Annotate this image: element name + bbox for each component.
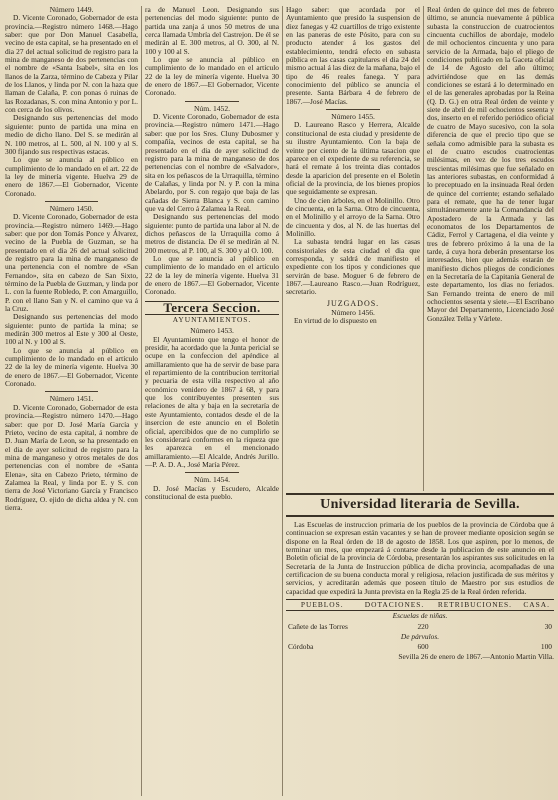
university-title: Universidad literaria de Sevilla.: [286, 493, 554, 517]
notice-number: Número 1450.: [49, 203, 94, 213]
university-notice: [286, 521, 554, 791]
notice-text: Lo que se anuncia al público en cumplimiento de lo mandado en el art. 22 de la ley de minería vigente. Huelva 29 de enero de 1867.—El Gobernador, Vicente Coronado.: [5, 155, 138, 198]
notice-number: Número 1456.: [331, 308, 375, 318]
table-cell: 30: [544, 621, 552, 631]
section-heading: Tercera Seccion.: [145, 301, 279, 315]
notice-text: En virtud de lo dispuesto en: [294, 316, 377, 326]
notice-text: ra de Manuel Leon. Designando sus pertenencias del modo siguiente: punto de partida una zanja á unos 50 metros de una cerca llamada Umbría del Castrejon. De él se medirán al E. 300 metros, al O. 300, al N. 100 y 100 al S.: [145, 6, 279, 56]
notice-text: D. José Macías y Escudero, Alcalde constitucional de esta pueblo.: [145, 483, 279, 501]
notice-text: D. Laureano Rasco y Herrera, Alcalde constitucional de esta ciudad y presidente de su ilustre Ayuntamiento. Con la baja de veinte por ciento de la última tasacion que aparece en el expediente de su referencia, se hará el remate á los treinta dias contados desde la aparicion del presente en el Boletín oficial de la provincia, de los bienes propios que seguidamente se expresan.: [286, 120, 420, 197]
table-cell: Cañete de las Torres: [288, 621, 348, 631]
table-header: RETRIBUCIONES.: [431, 600, 520, 611]
table-row: [286, 622, 554, 632]
notice-text: Designando sus pertenencias del modo siguiente: punto de partida una mina en medio de dicho llano. Del S. se medirán al N. 100 metros, al L. 500, al N. 100 y al S. 300 fijando sus respectivas estacas.: [5, 113, 138, 156]
notice-text: D. Vicente Coronado, Gobernador de esta provincia.—Registro número 1470.—Hago saber: que por D. José María García y Prieto, vecino de esta capital, á nombre de D. Juan María de Leon, se ha presentado en el dia de ayer solicitud de registro para la mina de manganeso y otros metales de dos pertenencias con el nombre de «Santa Elena», sita en Cabezo Prieto, término de Zalamea la Real, y linda por E. y S. con tierra de José Victoriano García y Francisco Rodríguez, O. ejido de dicha aldea y N. con tierra.: [5, 402, 138, 512]
signature-line: Sevilla 26 de enero de 1867.—Antonio Martin Villa.: [398, 651, 554, 661]
table-cell: 100: [540, 642, 552, 652]
table-row: [286, 632, 554, 642]
university-banner: [286, 493, 554, 517]
notice-number: Núm. 1454.: [193, 475, 231, 485]
notice-number: Núm. 1452.: [193, 103, 231, 113]
notice-text: Uno de cien árboles, en el Molinillo. Otro de cincuenta, en la Sarna. Otro de cincuenta, en el Molinillo y el arroyo de la Sarna. Otro de cincuenta y dos, al N. de las huertas del Molinillo.: [286, 195, 420, 238]
notice-text: D. Vicente Coronado, Gobernador de esta provincia.—Registro número 1471.—Hago saber: que por los Sres. Cluny Dubosmer y compañía, vecinos de esta capital, se ha presentado en el dia de ayer solicitud de registro para la mina de manganeso de dos pertenencias con el nombre de «Salvador», sita en los peñascos de la Urraquilla, término de Calañas, y linda por N. y P. con la mina Abelardo, por S. con regajo que baja de las cañadas de Sierra Blanca y S. con camino que va del Cerro á Zalamea la Real.: [145, 112, 279, 213]
notice-number: Número 1453.: [190, 326, 234, 336]
notice-text: D. Vicente Coronado, Gobernador de esta provincia.—Registro número 1469.—Hago saber: que por don Tomás Ponce y Álvarez, vecino de la Puebla de Guzman, se ha presentado en el dia 26 del actual solicitud de registro para la mina de manganeso de una pertenencia con el nombre de «San Fernando», sita en cabezo de San Sixto, término de la Puebla de Guzman, y linda por L. con la fuente Robledo, P. con Amarguillo, P. con el llano San y N. el camino que va á la Cruz.: [5, 212, 138, 314]
notice-text: Real órden de quince del mes de febrero último, se anuncia nuevamente á pública subasta la construccion de cuatrocientos cincuenta cuchillos de abordaje, modelo de mil ochocientos cincuenta y uno para servicio de la Armada, bajo el pliego de condiciones publicado en la Gaceta oficial de 14 de Agosto del año último; advirtiéndose que en las demás condiciones se estará á lo determinado en el de las generales aprobadas por la Reina (Q. D. G.) en otra Real órden de veinte y siete de abril de mil ochocientos sesenta y dos, inserto en el referido periódico oficial de cuatro de Mayo sucesivo, con la sola diferencia de que el precio tipo que se señala como admisible para la subasta es el de cuatro escudos cuatrocientas milésimas, en vez de los tres escudos trescientas milésimas que fue señalado en las anteriores subastas, en conformidad á lo preceptuado en la insinuada Real órden de quince del corriente; estando señalado para el remate, que ha de tener lugar simultáneamente ante la Comandancia del Apostadero de la Armada y las economatos de los Departamentos de Cádiz, Ferrol y Cartagena, el dia veinte y tres de febrero próximo á la una de la tarde, á cuya hora deberán presentarse los interesados, bien que además estarán de manifiesto dichos pliegos de condiciones en la Secretaría de la Capitanía General de este departamento, los dias no feriados. San Fernando treinta de enero de mil ochocientos sesenta y siete.—El Escribano Mayor del Departamento, Licenciado José González Tella y Várlete.: [427, 6, 554, 323]
table-header-row: [286, 600, 554, 611]
notice-number: Número 1451.: [49, 394, 94, 404]
divider: [185, 472, 239, 473]
divider: [45, 391, 98, 392]
notice-text: El Ayuntamiento que tengo el honor de presidir, ha acordado que la Junta pericial se ocupe en la confeccion del apéndice al amillaramiento que ha de servir de base para el repartimiento de la contribucion territorial y pecuaria de esta villa respectivo al año económico venidero de 1867 á 68, y para que los contribuyentes presenten sus relaciones de alta y baja en la secretaría de este Ayuntamiento, contados desde el de la insercion de este anuncio en el Boletín oficial, apercibidos que de no cumplirlo se les considerará conformes en la riqueza que les aparezca en el mencionado amillaramiento.—El Alcalde, Andrés Jurillo.—P. A. D. A., José María Pérez.: [145, 334, 279, 469]
notice-text: Lo que se anuncia al público en cumplimiento de lo mandado en el artículo 22 de la ley de minería vigente. Huelva 31 de enero de 1867.—El Gobernador, Vicente Coronado.: [145, 253, 279, 297]
table-category: De párvulos.: [400, 632, 440, 642]
table-header: DOTACIONES.: [359, 600, 431, 611]
schools-table: [286, 599, 554, 653]
table-cell: [431, 622, 520, 632]
column-3: [286, 6, 420, 491]
column-rule: [282, 6, 283, 796]
notice-text: Designando sus pertenencias del modo siguiente: punto de partida la mina; se medirán 300 metros al Este y 300 al Oeste, 100 al N. y 100 al S.: [5, 312, 138, 347]
table-header: PUEBLOS.: [286, 600, 359, 611]
column-rule: [141, 6, 142, 796]
notice-text: La subasta tendrá lugar en las casas consistoriales de esta ciudad el dia que corresponda, y saldrá de manifiesto el expediente con los tipos y condiciones que servirán de base. Moguer 6 de febrero de 1867.—Laureano Rasco.—Juan Rodríguez, secretario.: [286, 237, 420, 297]
divider: [185, 101, 239, 102]
notice-text: Designando sus pertenencias del modo siguiente: punto de partida una labor al N. de dichos peñascos de la Urraquilla como á metros de distancia. De él se medirán al N. 200 metros, al P. 100, al S. 300 y al O. 100.: [145, 212, 279, 255]
notice-text: Las Escuelas de instruccion primaria de los pueblos de la provincia de Córdoba que á continuacion se expresan están vacantes y se han de proveer mediante oposicion según se dispone en la Real órden de 18 de agosto de 1858. Los que aspiren, por lo menos, de terminar un mes, que empezará á contarse desde la publicacion de este anuncio en el Boletín oficial de la provincia de Córdoba, presentarán los aspirantes sus solicitudes en la Secretaría de la Junta de Instruccion pública de dicha provincia, acompañadas de una certificacion de su buena conducta moral y religiosa, relacion justificada de sus méritos y servicios, y acreditarán además que poseen título de Maestro por sus estudios de capacidad que expedirá la Junta prevista en la Regla 25 de la Real órden referida.: [286, 521, 554, 596]
table-cell: 600: [417, 642, 429, 652]
section-subheading: JUZGADOS.: [326, 298, 380, 308]
column-rule: [423, 6, 424, 491]
notice-text: Hago saber: que acordada por el Ayuntamiento que presido la suspension de diez fanegas y 42 cuartillos de trigo existente en las paneras de este Pósito, para con su producto atender á los gastos del establecimiento, tendrá efecto en subasta pública en las casas capitulares el dia 24 del mismo actual á las diez de la mañana, bajo el tipo de 46 reales fanega. Y para conocimiento del público se anuncia el presente. Santa Bárbara 4 de febrero de 1867.—José Macías.: [286, 6, 420, 106]
table-cell: 220: [417, 621, 429, 631]
table-cell: Córdoba: [288, 642, 314, 652]
table-header: CASA.: [519, 600, 554, 611]
notice-text: D. Vicente Coronado, Gobernador de esta provincia.—Registro número 1468.—Hago saber: que por Don Manuel Casabella, vecino de esta capital, se ha presentado en el dia 27 del actual solicitud de registro para la mina de manganeso de dos pertenencias con el nombre de «Santa Isabel», sita en los llanos de la Zarza, término de Cabeza y Pilar de los Llanos, y linda por N. con la haza que llaman de Calaña, P. con ponas ó ruinas de las Rozadanas, S. con mina Antonio y por L. con cerca de los olivos.: [5, 13, 138, 115]
notice-number: Número 1449.: [49, 6, 94, 14]
column-1: [5, 6, 138, 796]
column-2: [145, 6, 279, 796]
notice-text: Lo que se anuncia al público en cumplimiento de lo mandado en el artículo 22 de la ley de minería vigente. Huelva 30 de enero de 1867.—El Gobernador, Vicente Coronado.: [145, 55, 279, 98]
notice-number: Número 1455.: [331, 112, 375, 122]
divider: [326, 109, 380, 110]
section-subheading: AYUNTAMIENTOS.: [172, 315, 252, 325]
notice-text: Lo que se anuncia al público en cumplimiento de lo mandado en el artículo 22 de la ley de minería vigente. Huelva 30 de enero de 1867.—El Gobernador, Vicente Coronado.: [5, 345, 138, 389]
table-category: Escuelas de niñas.: [392, 611, 448, 621]
table-row: [286, 611, 554, 622]
column-4: [427, 6, 554, 491]
divider: [45, 201, 98, 202]
